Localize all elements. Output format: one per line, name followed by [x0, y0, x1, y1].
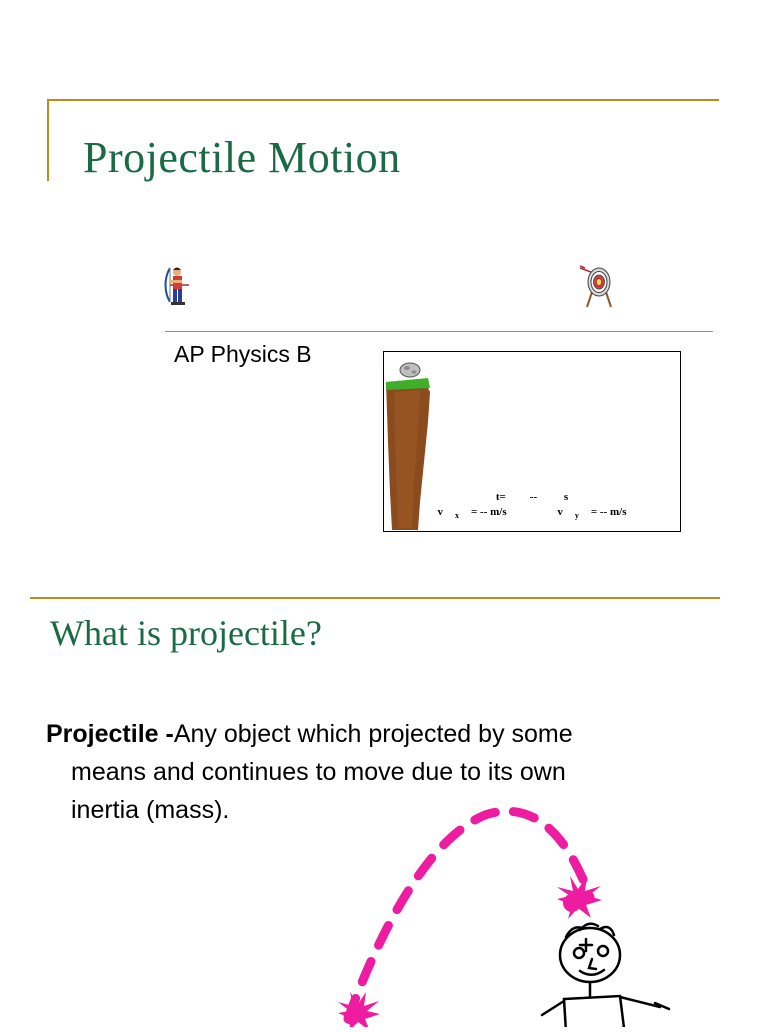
projectile-doodle: [300, 787, 720, 1027]
archery-target-icon: [580, 262, 618, 308]
cliff-projectile-animation[interactable]: [383, 351, 681, 532]
body-line-2: means and continues to move due to its own: [71, 758, 566, 786]
body-line-3: inertia (mass).: [71, 796, 230, 824]
body-line-1: Any object which projected by some: [173, 720, 573, 748]
readout-vy: v $_y$ = -- m/s: [557, 505, 627, 520]
readout-time-value: --: [529, 490, 538, 503]
readout-time-label: t=: [495, 490, 506, 503]
title-top-rule: [47, 99, 719, 101]
slide-what-is-projectile: [0, 597, 768, 1024]
end-burst-icon: [557, 876, 602, 919]
readout-time-row: [384, 490, 680, 505]
subtitle: AP Physics B: [174, 341, 312, 367]
slide2-title: What is projectile?: [50, 613, 322, 653]
page-title: Projectile Motion: [83, 133, 401, 182]
readout-velocity-row: [384, 505, 680, 523]
dashed-parabola-path: [348, 811, 590, 1019]
readout-vx: v $_x$ = -- m/s: [437, 505, 507, 520]
subtitle-rule: [165, 331, 713, 332]
body-bold-term: Projectile -: [46, 720, 174, 748]
stick-figure-person: [542, 924, 669, 1027]
animation-readout: [384, 490, 680, 523]
readout-time-unit: s: [563, 490, 569, 503]
archer-icon: [163, 262, 193, 306]
title-left-rule: [47, 99, 49, 181]
